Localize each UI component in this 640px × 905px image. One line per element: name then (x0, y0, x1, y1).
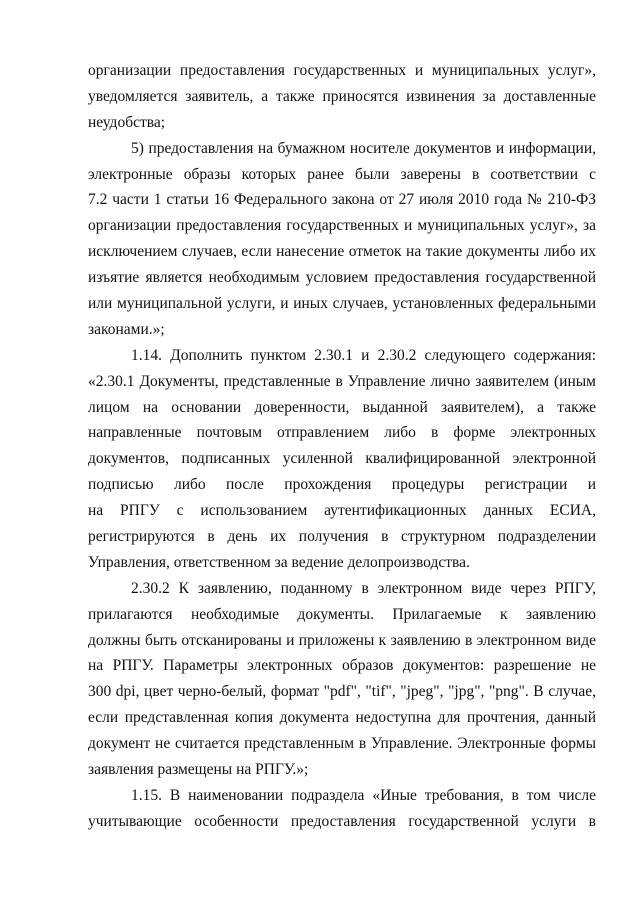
text-line: должны быть отсканированы и приложены к заявлению в электронном виде (88, 631, 596, 649)
text-line: на РПГУ. Параметры электронных образов документов: разрешение не (88, 657, 596, 675)
text-line: 300 dpi, цвет черно-белый, формат "pdf", "tif", "jpeg", "jpg", "png". В случае, (88, 683, 596, 701)
text-line: 2.30.2 К заявлению, поданному в электронном виде через РПГУ, (131, 579, 596, 597)
text-line: 5) предоставления на бумажном носителе документов и информации, (131, 139, 596, 157)
text-line: подписью либо после прохождения процедуры регистрации и (88, 476, 596, 494)
text-line: или муниципальной услуги, и иных случаев, установленных федеральными (88, 295, 596, 313)
text-line: лицом на основании доверенности, выданной заявителем), а также (88, 398, 596, 416)
text-line: «2.30.1 Документы, представленные в Управление лично заявителем (иным (88, 372, 596, 390)
text-line: документов, подписанных усиленной квалифицированной электронной (88, 450, 596, 468)
text-line: исключением случаев, если нанесение отметок на такие документы либо их (88, 243, 596, 261)
text-line: организации предоставления государственных и муниципальных услуг», (88, 62, 596, 79)
text-line: 1.14. Дополнить пунктом 2.30.1 и 2.30.2 следующего содержания: (131, 346, 596, 364)
text-line: регистрируются в день их получения в структурном подразделении (88, 528, 596, 546)
text-line: организации предоставления государственных и муниципальных услуг», за (88, 217, 596, 235)
document-body (88, 58, 596, 835)
text-line: Управления, ответственном за ведение делопроизводства. (88, 553, 470, 571)
text-line: изъятие является необходимым условием предоставления государственной (88, 269, 596, 287)
text-line: электронные образы которых ранее были заверены в соответствии с (88, 165, 596, 183)
text-line: 7.2 части 1 статьи 16 Федерального закона от 27 июля 2010 года № 210-ФЗ (88, 191, 596, 209)
text-line: учитывающие особенности предоставления государственной услуги в (88, 812, 596, 830)
text-line: прилагаются необходимые документы. Прилагаемые к заявлению (88, 605, 596, 623)
text-line: документ не считается представленным в Управление. Электронные формы (88, 735, 596, 753)
text-line: законами.»; (88, 320, 165, 338)
text-line: направленные почтовым отправлением либо в форме электронных (88, 424, 596, 442)
text-line: заявления размещены на РПГУ.»; (88, 761, 309, 779)
text-line: уведомляется заявитель, а также приносятся извинения за доставленные (88, 87, 596, 105)
text-line: неудобства; (88, 113, 166, 131)
text-line: на РПГУ с использованием аутентификационных данных ЕСИА, (88, 502, 596, 520)
text-line: если представленная копия документа недоступна для прочтения, данный (88, 709, 596, 727)
text-line: 1.15. В наименовании подраздела «Иные требования, в том числе (131, 786, 596, 804)
